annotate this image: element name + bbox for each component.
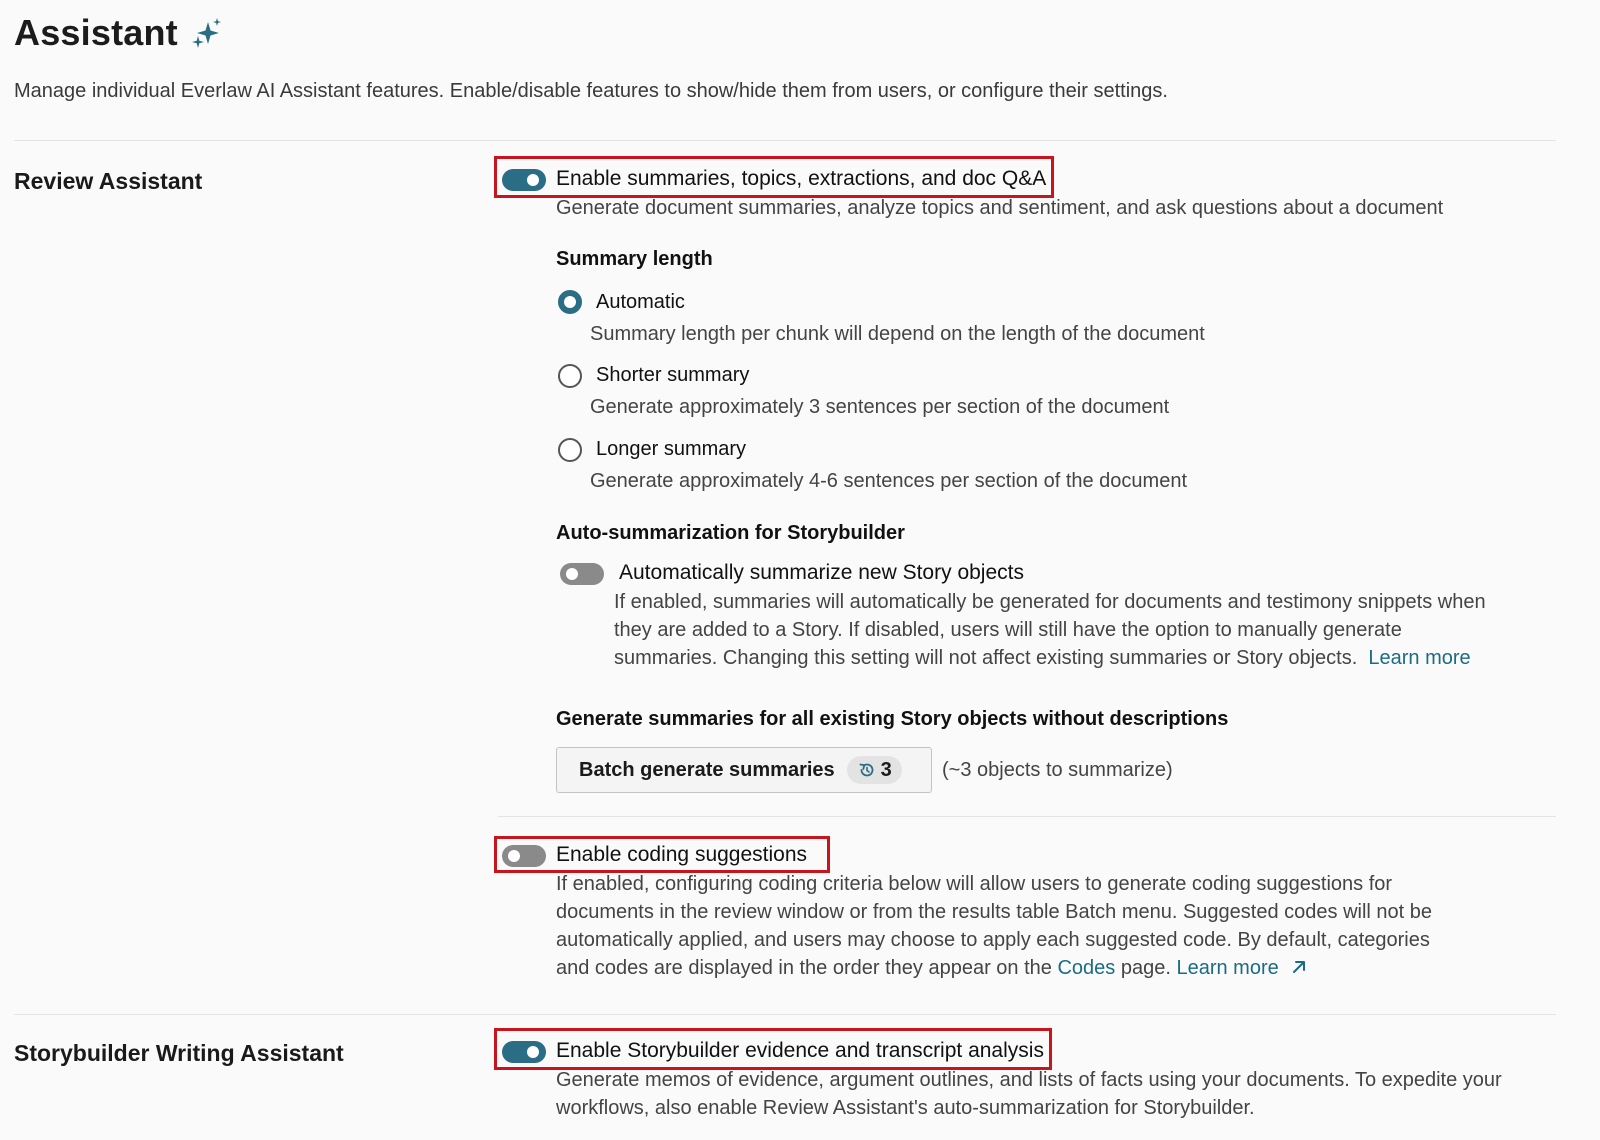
storybuilder-description <box>556 1066 1556 1122</box>
description-line: automatically applied, and users may choose to apply each suggested code. By default, categories <box>556 929 1430 951</box>
toggle-knob <box>508 850 520 862</box>
radio-automatic-label[interactable]: Automatic <box>596 291 685 313</box>
auto-summarize-description <box>614 588 1554 672</box>
count-badge <box>847 756 902 784</box>
review-assistant-toggle-label: Enable summaries, topics, extractions, and doc Q&A <box>556 167 1047 190</box>
learn-more-link[interactable]: Learn more <box>1368 647 1471 669</box>
radio-shorter-summary-description: Generate approximately 3 sentences per section of the document <box>590 396 1170 418</box>
toggle-knob <box>527 1046 539 1058</box>
radio-automatic[interactable] <box>558 290 582 314</box>
storybuilder-toggle[interactable] <box>502 1041 546 1063</box>
page-title: Assistant <box>14 12 178 53</box>
coding-suggestions-description <box>556 870 1556 982</box>
divider <box>14 1014 1556 1015</box>
toggle-knob <box>527 174 539 186</box>
description-line: workflows, also enable Review Assistant's auto-summarization for Storybuilder. <box>556 1097 1255 1119</box>
description-line: If enabled, summaries will automatically be generated for documents and testimony snippets when <box>614 591 1486 613</box>
radio-automatic-description: Summary length per chunk will depend on the length of the document <box>590 323 1205 345</box>
description-line: documents in the review window or from the results table Batch menu. Suggested codes will not be <box>556 901 1433 923</box>
count-value: 3 <box>880 758 892 781</box>
divider <box>498 816 1556 817</box>
description-line-text: summaries. Changing this setting will not affect existing summaries or Story objects. <box>614 647 1358 669</box>
description-line: If enabled, configuring coding criteria below will allow users to generate coding suggestions for <box>556 873 1393 895</box>
auto-summarization-heading: Auto-summarization for Storybuilder <box>556 522 905 544</box>
description-line-text: and codes are displayed in the order they appear on the <box>556 957 1052 979</box>
coding-suggestions-toggle-label: Enable coding suggestions <box>556 843 808 866</box>
divider <box>14 140 1556 141</box>
radio-longer-summary-label[interactable]: Longer summary <box>596 438 747 460</box>
radio-shorter-summary[interactable] <box>558 364 582 388</box>
review-assistant-description: Generate document summaries, analyze topics and sentiment, and ask questions about a document <box>556 197 1444 219</box>
coding-suggestions-toggle[interactable] <box>502 845 546 867</box>
review-assistant-toggle[interactable] <box>502 169 546 191</box>
learn-more-link[interactable]: Learn more <box>1176 957 1279 979</box>
auto-summarize-toggle-label: Automatically summarize new Story objects <box>619 561 1024 584</box>
description-line-text: page. <box>1120 957 1171 979</box>
page-header <box>14 12 224 54</box>
codes-link[interactable]: Codes <box>1057 957 1116 979</box>
batch-heading: Generate summaries for all existing Story objects without descriptions <box>556 708 1229 730</box>
toggle-knob <box>566 568 578 580</box>
description-line <box>614 644 1554 672</box>
auto-summarize-toggle[interactable] <box>560 563 604 585</box>
description-line: they are added to a Story. If disabled, users will still have the option to manually generate <box>614 619 1402 641</box>
section-title-storybuilder: Storybuilder Writing Assistant <box>14 1040 344 1066</box>
radio-shorter-summary-label[interactable]: Shorter summary <box>596 364 750 386</box>
regenerate-icon <box>857 760 877 780</box>
description-line: Generate memos of evidence, argument outlines, and lists of facts using your documents. To expedite your <box>556 1069 1502 1091</box>
description-line <box>556 954 1556 982</box>
sparkle-icon <box>190 16 224 50</box>
radio-longer-summary-description: Generate approximately 4-6 sentences per section of the document <box>590 470 1188 492</box>
batch-button-label: Batch generate summaries <box>579 758 835 781</box>
section-title-review-assistant: Review Assistant <box>14 168 203 194</box>
summary-length-heading: Summary length <box>556 248 713 270</box>
batch-generate-summaries-button[interactable] <box>556 747 932 793</box>
radio-longer-summary[interactable] <box>558 438 582 462</box>
batch-note: (~3 objects to summarize) <box>942 759 1173 781</box>
external-link-icon[interactable] <box>1290 958 1308 976</box>
storybuilder-toggle-label: Enable Storybuilder evidence and transcript analysis <box>556 1039 1044 1062</box>
page-subtitle: Manage individual Everlaw AI Assistant features. Enable/disable features to show/hide them from users, or configure their settings. <box>14 80 1168 102</box>
